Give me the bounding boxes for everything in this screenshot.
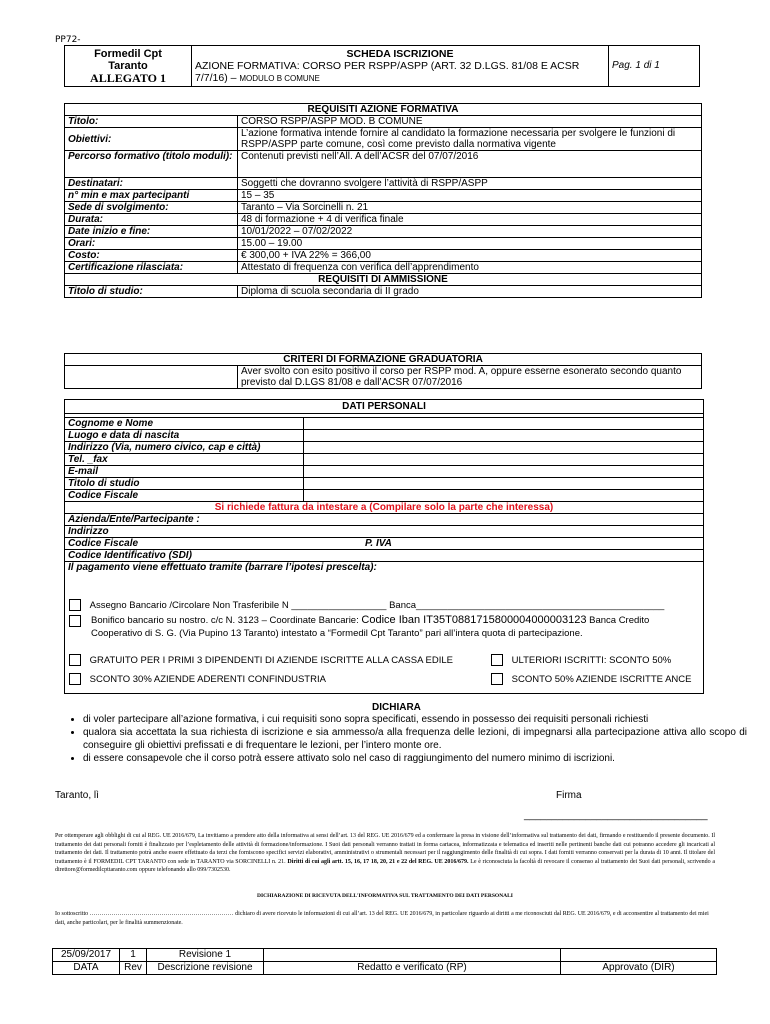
criteria-empty-cell	[65, 366, 238, 389]
requirements-title: REQUISITI AZIONE FORMATIVA	[65, 104, 702, 116]
payment-title: Il pagamento viene effettuato tramite (barrare l’ipotesi prescelta):	[65, 562, 703, 574]
address-label[interactable]: Indirizzo	[65, 526, 703, 538]
field-input[interactable]	[304, 466, 704, 478]
revision-date: 25/09/2017	[53, 949, 120, 962]
drafted-label: Redatto e verificato (RP)	[264, 962, 561, 975]
header-table	[64, 45, 700, 87]
admission-label: Titolo di studio:	[65, 286, 238, 298]
consent-title: DICHIARAZIONE DI RICEVUTA DELL'INFORMATIVA SUL TRATTAMENTO DEI DATI PERSONALI	[257, 893, 513, 899]
description-label: Descrizione revisione	[147, 962, 264, 975]
fiscal-label: Codice Fiscale	[68, 538, 139, 549]
personal-fields	[65, 417, 703, 573]
payment-bank-text-a: Bonifico bancario su nostro. c/c N. 3123 – Coordinate Bancarie:	[91, 615, 359, 626]
req-value: € 300,00 + IVA 22% = 366,00	[238, 250, 702, 262]
req-label: Durata:	[65, 214, 238, 226]
drafted-cell	[264, 949, 561, 962]
declaration-list	[53, 702, 747, 765]
page-number: Pag. 1 di 1	[609, 46, 700, 87]
req-value: 48 di formazione + 4 di verifica finale	[238, 214, 702, 226]
signature-line[interactable]: _________________________________	[524, 810, 708, 821]
payment-bank-row[interactable]	[69, 614, 689, 640]
field-label: Tel. _fax	[65, 454, 304, 466]
course-block	[192, 46, 609, 87]
form-title: SCHEDA ISCRIZIONE	[346, 48, 454, 60]
field-label: Codice Fiscale	[65, 490, 304, 502]
field-input[interactable]	[304, 418, 704, 430]
sdi-label[interactable]: Codice Identificativo (SDI)	[65, 550, 703, 562]
consent-text: Io sottoscritto ……………………………………………………………… dichiaro di avere ricevuto le informazioni di cui all’art. 13 del REG. UE 2016/679, in particolare riguardo ai diritti a me riconosciuti dal REG. UE 2016/679, e di acconsentire al trattamento dei miei dati, anche particolari, per le finalità summenzionate.	[55, 911, 709, 926]
req-label: Costo:	[65, 250, 238, 262]
field-label: E-mail	[65, 466, 304, 478]
payment-bank-text-b: Banca Credito Cooperativo di S. G. (Via Pupino 13 Taranto) intestato a “Formedil Cpt Taranto” pari all’intera quota di partecipazione.	[91, 615, 650, 639]
vat-label: P. IVA	[365, 538, 392, 549]
req-label: Titolo:	[65, 116, 238, 128]
option-label: GRATUITO PER I PRIMI 3 DIPENDENTI DI AZIENDE ISCRITTE ALLA CASSA EDILE	[89, 654, 454, 666]
option-ance[interactable]	[491, 673, 691, 685]
option-label: SCONTO 30% AZIENDE ADERENTI CONFINDUSTRIA	[89, 673, 326, 685]
declaration-title: DICHIARA	[372, 702, 421, 713]
course-module: MODULO B COMUNE	[239, 74, 320, 83]
checkbox[interactable]	[69, 654, 81, 666]
field-input[interactable]	[304, 490, 704, 502]
req-value: 15 – 35	[238, 190, 702, 202]
criteria-table	[64, 353, 702, 389]
declaration-item: • di voler partecipare all’azione formativa, i cui requisiti sono sopra specificati, essendo in possesso dei requisiti personali richiesti	[83, 713, 747, 726]
declaration-item: • qualora sia accettata la sua richiesta di iscrizione e sia ammesso/a alla frequenza delle lezioni, di impegnarsi alla partecipazione attiva allo scopo di conseguire gli obiettivi prefissati e di frequentare le lezioni, per l’intero monte ore.	[83, 726, 747, 752]
field-label: Indirizzo (Via, numero civico, cap e città)	[65, 442, 304, 454]
checkbox[interactable]	[491, 654, 503, 666]
approved-label: Approvato (DIR)	[561, 962, 717, 975]
org-name: Formedil Cpt	[94, 48, 162, 60]
criteria-text: Aver svolto con esito positivo il corso per RSPP mod. A, oppure esserne esonerato secondo quanto previsto dal D.LGS 81/08 e dall’ACSR 07/07/2016	[238, 366, 702, 389]
checkbox[interactable]	[69, 615, 81, 627]
privacy-revoke: Le è riconosciuta la facoltà di revocare il consenso al trattamento dei Suoi dati personali, scrivendo a direttore@formedilcpttaranto.com oppure telefonando allo 099/7302530.	[55, 858, 716, 873]
req-value: Contenuti previsti nell’All. A dell’ACSR del 07/07/2016	[238, 151, 702, 178]
personal-data-section	[64, 399, 704, 694]
option-free[interactable]	[69, 654, 453, 666]
field-label: Titolo di studio	[65, 478, 304, 490]
requirements-table	[64, 103, 702, 298]
option-confindustria[interactable]	[69, 673, 326, 685]
req-label: Destinatari:	[65, 178, 238, 190]
rev-label: Rev	[120, 962, 147, 975]
criteria-title: CRITERI DI FORMAZIONE GRADUATORIA	[65, 354, 702, 366]
payment-iban: Codice Iban IT35T0881715800004000003123	[361, 614, 587, 626]
admission-value: Diploma di scuola secondaria di II grado	[238, 286, 702, 298]
req-label: Sede di svolgimento:	[65, 202, 238, 214]
privacy-text	[55, 832, 715, 875]
field-input[interactable]	[304, 454, 704, 466]
annex-label: ALLEGATO 1	[90, 71, 166, 85]
course-line-1: AZIONE FORMATIVA: CORSO PER RSPP/ASPP (ART. 32 D.LGS. 81/08 E ACSR	[195, 60, 580, 72]
declaration-item: • di essere consapevole che il corso potrà essere attivato solo nel caso di raggiungimento del numero minimo di iscrizioni.	[83, 752, 747, 765]
option-further[interactable]	[491, 654, 671, 666]
signature-label: Firma	[556, 790, 582, 801]
revision-number: 1	[120, 949, 147, 962]
req-label: Obiettivi:	[65, 128, 238, 151]
req-value: Soggetti che dovranno svolgere l’attività di RSPP/ASPP	[238, 178, 702, 190]
company-label[interactable]: Azienda/Ente/Partecipante :	[65, 514, 703, 526]
req-value: L’azione formativa intende fornire al candidato la formazione necessaria per svolgere le funzioni di RSPP/ASPP parte comune, così come previsto dalla normativa vigente	[238, 128, 702, 151]
privacy-rights: Diritti di cui agli artt. 15, 16, 17 18, 20, 21 e 22 del REG. UE 2016/679.	[287, 858, 469, 865]
req-label: Certificazione rilasciata:	[65, 262, 238, 274]
req-label: Orari:	[65, 238, 238, 250]
revision-description: Revisione 1	[147, 949, 264, 962]
invoice-note: Si richiede fattura da intestare a (Compilare solo la parte che interessa)	[65, 502, 703, 514]
place-label: Taranto, lì	[55, 790, 99, 801]
checkbox[interactable]	[69, 673, 81, 685]
option-label: SCONTO 50% AZIENDE ISCRITTE ANCE	[511, 673, 692, 685]
fiscal-vat-row[interactable]	[65, 538, 703, 550]
revision-footer	[52, 948, 717, 975]
doc-code: PP72-	[55, 35, 81, 45]
approved-cell	[561, 949, 717, 962]
req-value: Attestato di frequenza con verifica dell’apprendimento	[238, 262, 702, 274]
date-label: DATA	[53, 962, 120, 975]
field-label: Luogo e data di nascita	[65, 430, 304, 442]
field-input[interactable]	[304, 442, 704, 454]
payment-check-row[interactable]	[69, 599, 664, 611]
req-label: n° min e max partecipanti	[65, 190, 238, 202]
req-value: 15.00 – 19.00	[238, 238, 702, 250]
org-city: Taranto	[108, 60, 148, 72]
checkbox[interactable]	[491, 673, 503, 685]
personal-title: DATI PERSONALI	[65, 400, 703, 414]
req-value: 10/01/2022 – 07/02/2022	[238, 226, 702, 238]
req-value: Taranto – Via Sorcinelli n. 21	[238, 202, 702, 214]
field-input[interactable]	[304, 478, 704, 490]
req-value: CORSO RSPP/ASPP MOD. B COMUNE	[238, 116, 702, 128]
payment-check-text: Assegno Bancario /Circolare Non Trasferibile N __________________ Banca_______________________________________________	[89, 599, 665, 611]
admission-title: REQUISITI DI AMMISSIONE	[65, 274, 702, 286]
privacy-main: Per ottemperare agli obblighi di cui al REG. UE 2016/679, La invitiamo a prendere atto della informativa ai sensi dell’art. 13 del REG. UE 2016/679 ed a confermare la presa in visione dell’informativa sul trattamento dei dati, firmando e restituendo il presente documento. Il trattamento dei dati personali forniti è finalizzato per l’espletamento delle attività di formazione/informazione. I Suoi dati personali verranno trattati in forma cartacea, informatizzata e telematica ed inseriti nelle pertinenti banche dati cui potranno accedere gli incaricati al trattamento dei dati. Il trattamento potrà anche essere effettuato da terzi che forniscono specifici servizi elaborativi, amministrativi o strumentali necessari per il raggiungimento delle finalità di cui sopra. I dati forniti verranno conservati per la durata di 10 anni. Il titolare del trattamento è il FORMEDIL CPT TARANTO con sede in TARANTO via SORCINELLI n. 21.	[55, 833, 715, 865]
course-line-2: 7/7/16) –	[195, 72, 237, 84]
org-block	[65, 46, 192, 87]
checkbox[interactable]	[69, 599, 81, 611]
req-label: Percorso formativo (titolo moduli):	[65, 151, 238, 178]
field-input[interactable]	[304, 430, 704, 442]
req-label: Date inizio e fine:	[65, 226, 238, 238]
field-label: Cognome e Nome	[65, 418, 304, 430]
option-label: ULTERIORI ISCRITTI: SCONTO 50%	[511, 654, 672, 666]
